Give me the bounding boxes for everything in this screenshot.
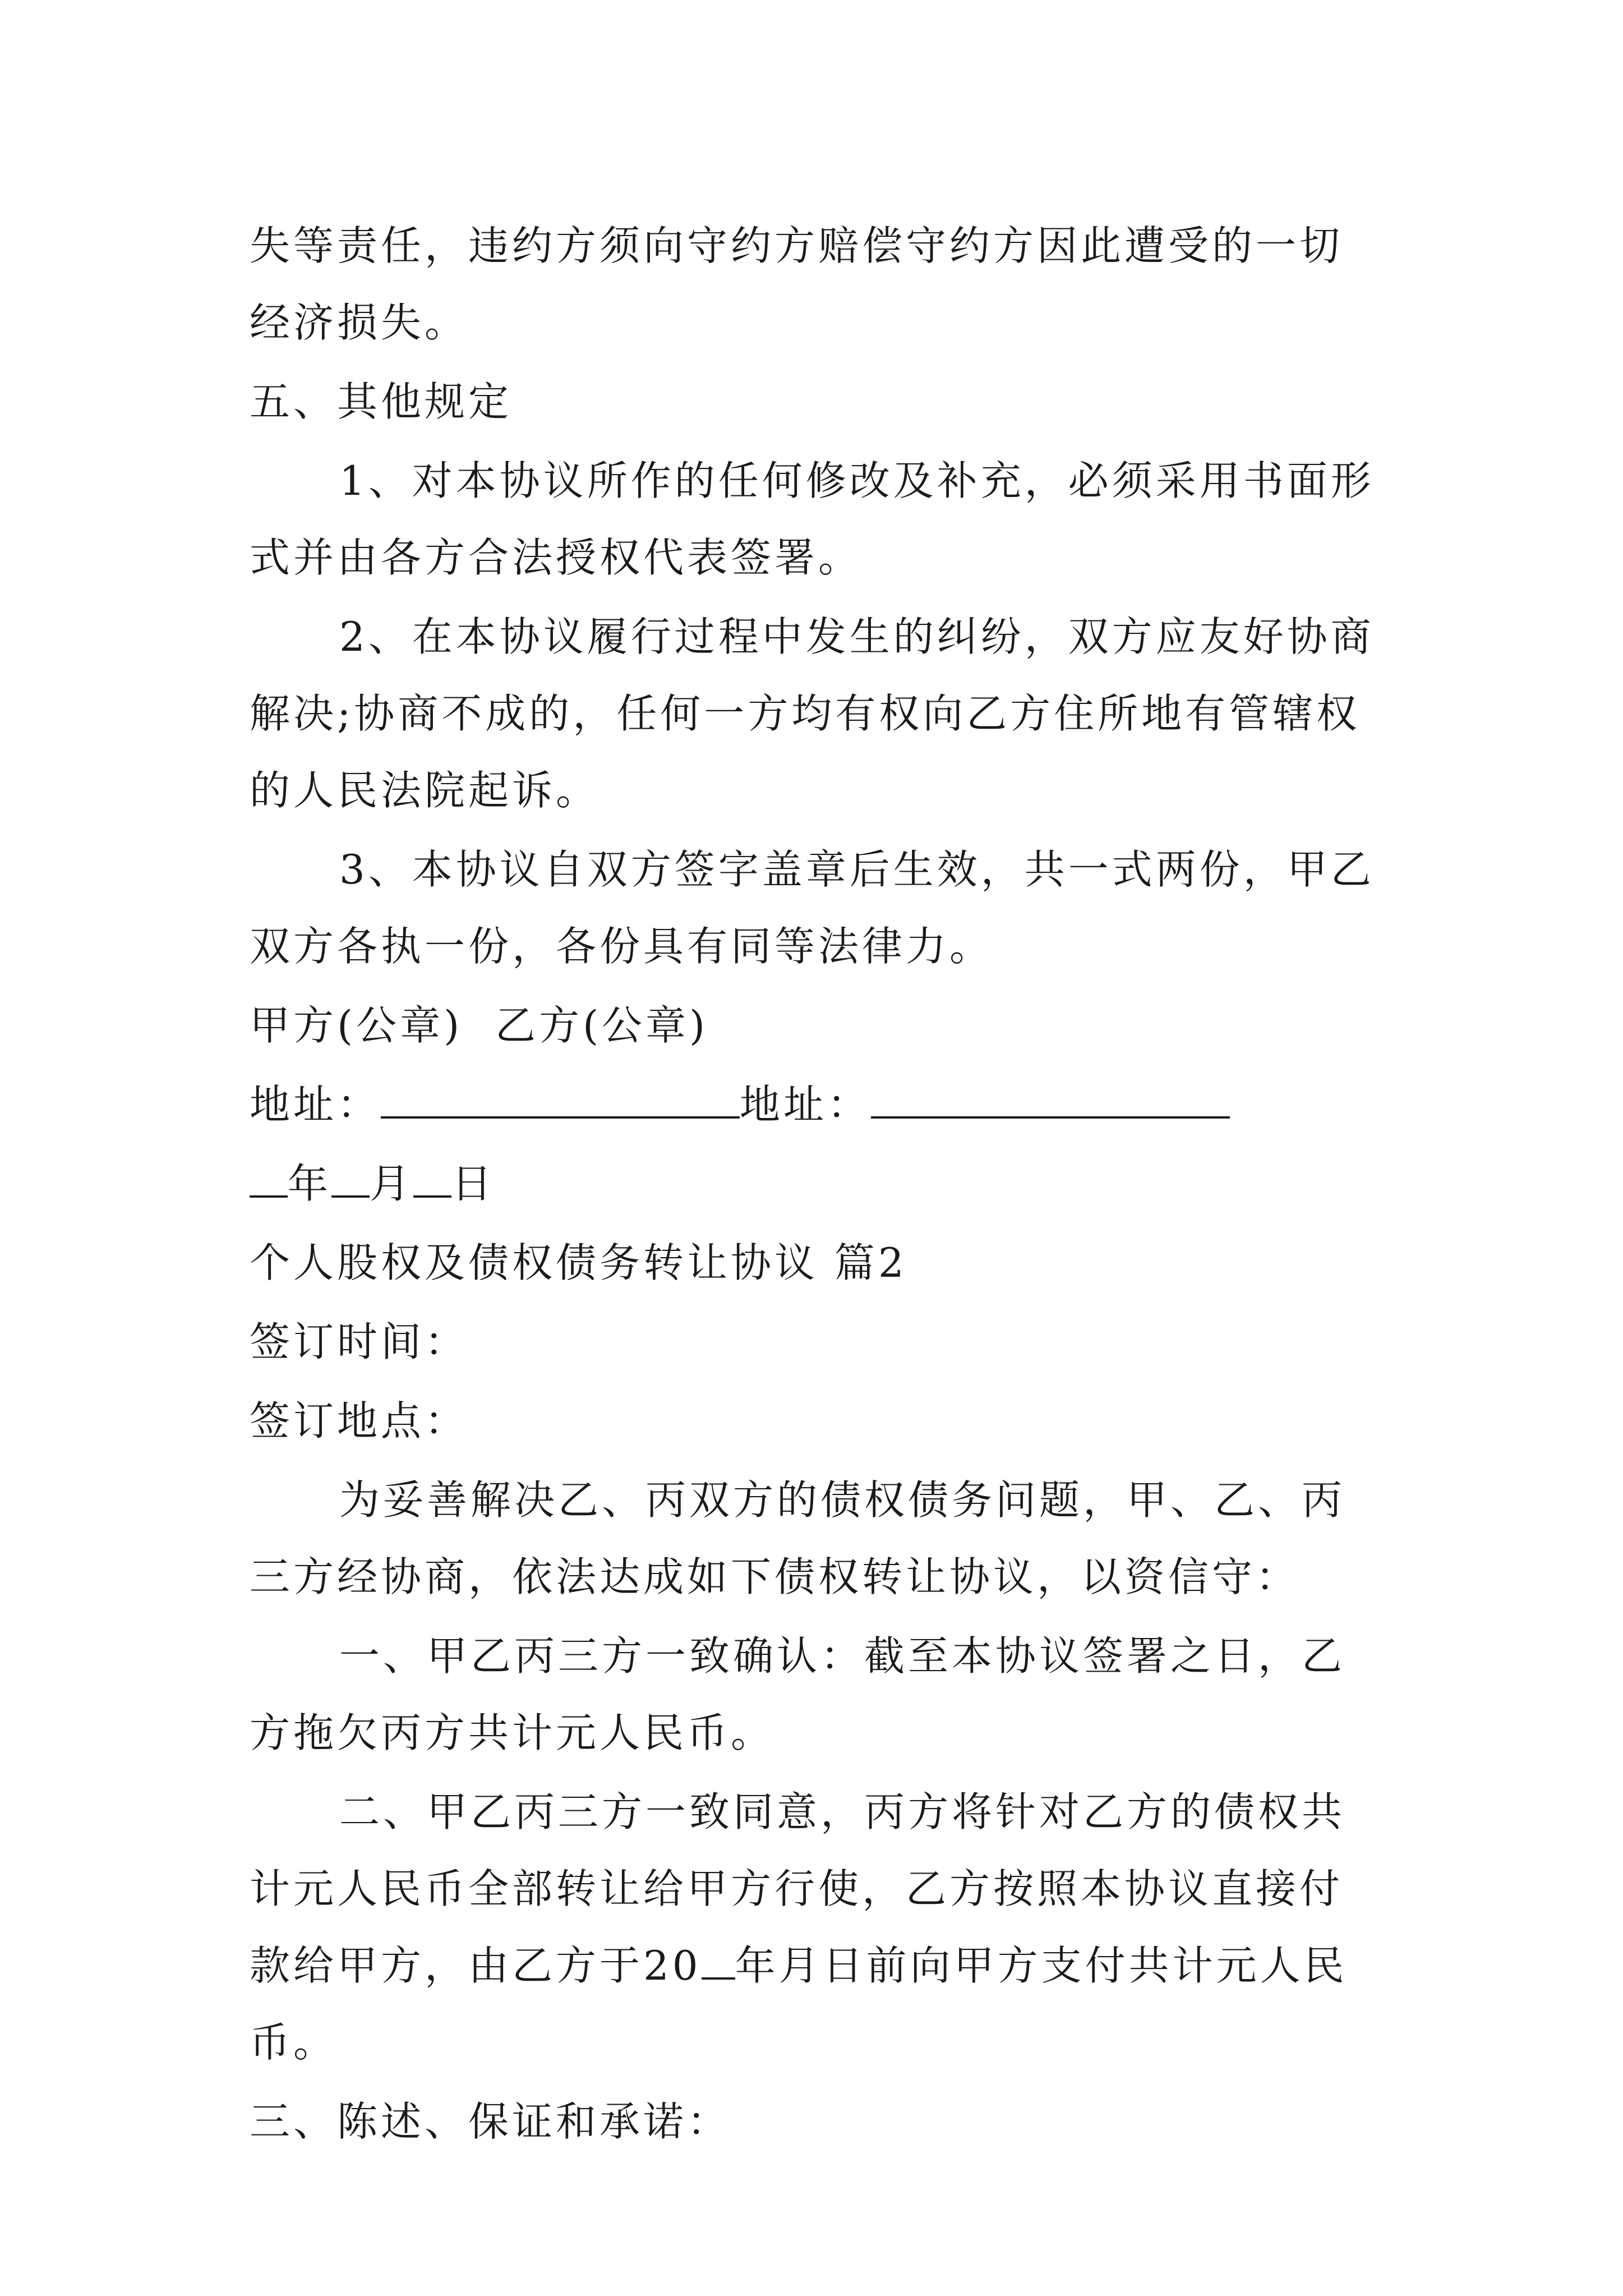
paragraph-clause-2: 2、在本协议履行过程中发生的纠纷，双方应友好协商解决;协商不成的，任何一方均有权向乙方住所地有管辖权的人民法院起诉。 [250, 613, 1375, 814]
paragraph-liability-continued: 失等责任，违约方须向守约方赔偿守约方因此遭受的一切经济损失。 [250, 222, 1344, 346]
date-blank-day [413, 1161, 451, 1198]
document-body [250, 208, 1382, 2160]
address-line [250, 1066, 1382, 1143]
address-label-party-a: 地址： [250, 1081, 381, 1128]
address-blank-party-a [381, 1082, 740, 1119]
paragraph-article-2 [250, 1774, 1382, 2081]
date-blank-year [250, 1161, 288, 1198]
article-2-text: 二、甲乙丙三方一致同意，丙方将针对乙方的债权共计元人民币全部转让给甲方行使，乙方按照本协议直接付款给甲方，由乙方于20 [250, 1788, 1346, 1989]
paragraph-article-1: 一、甲乙丙三方一致确认：截至本协议签署之日，乙方拖欠丙方共计元人民币。 [250, 1632, 1346, 1756]
date-blank-month [331, 1161, 370, 1198]
article-2-text-tail: 年月日前向甲方支付共计元人民币。 [250, 1942, 1348, 2066]
date-line [250, 1145, 1382, 1222]
date-month-label: 月 [370, 1160, 414, 1207]
section-heading-representations: 三、陈述、保证和承诺： [250, 2098, 731, 2145]
address-blank-party-b [871, 1082, 1230, 1119]
signing-time-line: 签订时间： [250, 1318, 469, 1365]
section-title-part-2: 个人股权及债权债务转让协议 篇2 [250, 1239, 907, 1286]
signing-place-line: 签订地点： [250, 1397, 469, 1444]
date-day-label: 日 [451, 1160, 496, 1207]
paragraph-clause-3: 3、本协议自双方签字盖章后生效，共一式两份，甲乙双方各执一份，各份具有同等法律力。 [250, 846, 1375, 970]
paragraph-preamble: 为妥善解决乙、丙双方的债权债务问题，甲、乙、丙三方经协商，依法达成如下债权转让协议，以资信守： [250, 1476, 1346, 1600]
article-2-year-blank [702, 1943, 735, 1980]
address-label-party-b: 地址： [740, 1081, 872, 1128]
section-heading-other-provisions: 五、其他规定 [250, 378, 513, 425]
signature-parties-line: 甲方(公章) 乙方(公章) [250, 1002, 709, 1049]
paragraph-clause-1: 1、对本协议所作的任何修改及补充，必须采用书面形式并由各方合法授权代表签署。 [250, 457, 1375, 581]
date-year-label: 年 [288, 1160, 332, 1207]
